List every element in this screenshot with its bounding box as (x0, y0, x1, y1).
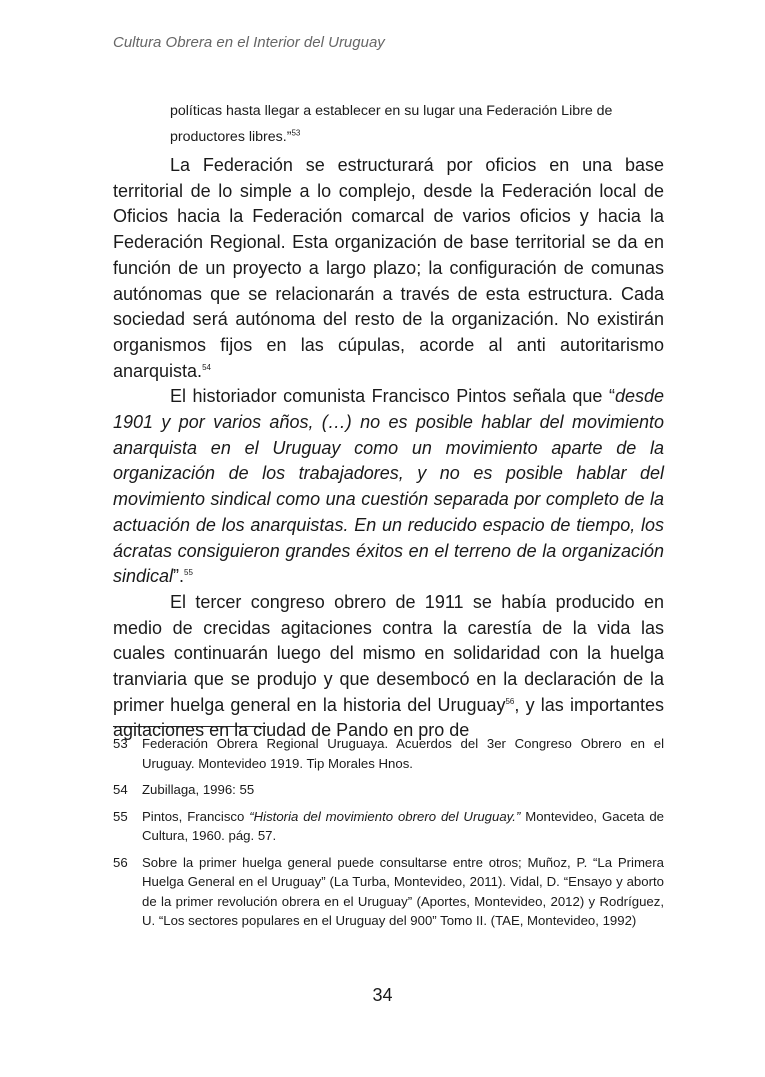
page-number: 34 (372, 985, 393, 1005)
paragraph-2-quote: desde 1901 y por varios años, (…) no es posible hablar del movimiento anarquista en el Uruguay como un movimiento aparte de la organización de los trabajadores, y no es posible hablar del movimiento sindical como una cuestión separada por completo de la actuación de los anarquistas. En un reducido espacio de tiempo, los ácratas consiguieron grandes éxitos en el terreno de la organización sindical (113, 386, 664, 587)
paragraph-2 (113, 384, 664, 590)
body-text (113, 153, 664, 744)
footnote-divider (113, 726, 266, 727)
paragraph-2-tail: ”. (173, 566, 185, 587)
footnote-number: 56 (113, 854, 128, 870)
paragraph-1-text: La Federación se estructurará por oficios en una base territorial de lo simple a lo complejo, desde la Federación local de Oficios hacia la Federación comarcal de varios oficios y hacia la Federación Regional. Esta organización de base territorial se da en función de un proyecto a largo plazo; la configuración de comunas autónomas que se relacionarán a través de esta estructura. Cada sociedad será autónoma del resto de la organización. No existirán organismos fijos en las cúpulas, acorde al anti autoritarismo anarquista. (113, 155, 664, 381)
footnote-54 (113, 780, 664, 800)
paragraph-1 (113, 153, 664, 384)
block-quote (170, 98, 664, 150)
footnote-ref-56: 56 (505, 696, 515, 706)
paragraph-2-lead: El historiador comunista Francisco Pintos señala que “ (170, 386, 615, 407)
footnote-text: Federación Obrera Regional Uruguaya. Acuerdos del 3er Congreso Obrero en el Uruguay. Montevideo 1919. Tip Morales Hnos. (142, 736, 664, 771)
footnote-text (142, 807, 664, 846)
paragraph-3-text-a: El tercer congreso obrero de 1911 se había producido en medio de crecidas agitaciones contra la carestía de la vida las cuales continuarán luego del mismo en solidaridad con la huelga tranviaria que se produjo y que desembocó en la declaración de la primer huelga general en la historia del Uruguay (113, 591, 664, 715)
quote-text: políticas hasta llegar a establecer en su lugar una Federación Libre de productores libres.” (170, 103, 613, 145)
footnote-text: Zubillaga, 1996: 55 (142, 782, 255, 797)
footnote-number: 55 (113, 808, 128, 824)
footnote-55-title: “Historia del movimiento obrero del Uruguay.” (249, 808, 521, 824)
footnotes (113, 734, 664, 938)
footnote-ref-54: 54 (202, 362, 211, 372)
footnote-ref-53: 53 (291, 128, 301, 138)
paragraph-3-text-b: , y las importantes agitaciones en la ciudad de Pando en pro de (113, 694, 664, 741)
footnote-number: 53 (113, 736, 128, 751)
footnote-53 (113, 734, 664, 773)
footnote-number: 54 (113, 782, 128, 797)
paragraph-3 (113, 590, 664, 744)
running-header: Cultura Obrera en el Interior del Uruguay (113, 34, 385, 51)
footnote-55 (113, 807, 664, 846)
footnote-ref-55: 55 (184, 568, 193, 578)
footnote-56 (113, 853, 664, 931)
footnote-text: Sobre la primer huelga general puede consultarse entre otros; Muñoz, P. “La Primera Huelga General en el Uruguay” (La Turba, Montevideo, 2011). Vidal, D. “Ensayo y aborto de la primer revolución obrera en el Uruguay” (Aportes, Montevideo, 2012) y Rodríguez, U. “Los sectores populares en el Uruguay del 900” Tomo II. (TAE, Montevideo, 1992) (142, 854, 664, 928)
footnote-55-author: Pintos, Francisco (142, 808, 250, 824)
footnote-55-publisher: Montevideo, Gaceta de Cultura, 1960. pág. 57. (142, 808, 665, 843)
